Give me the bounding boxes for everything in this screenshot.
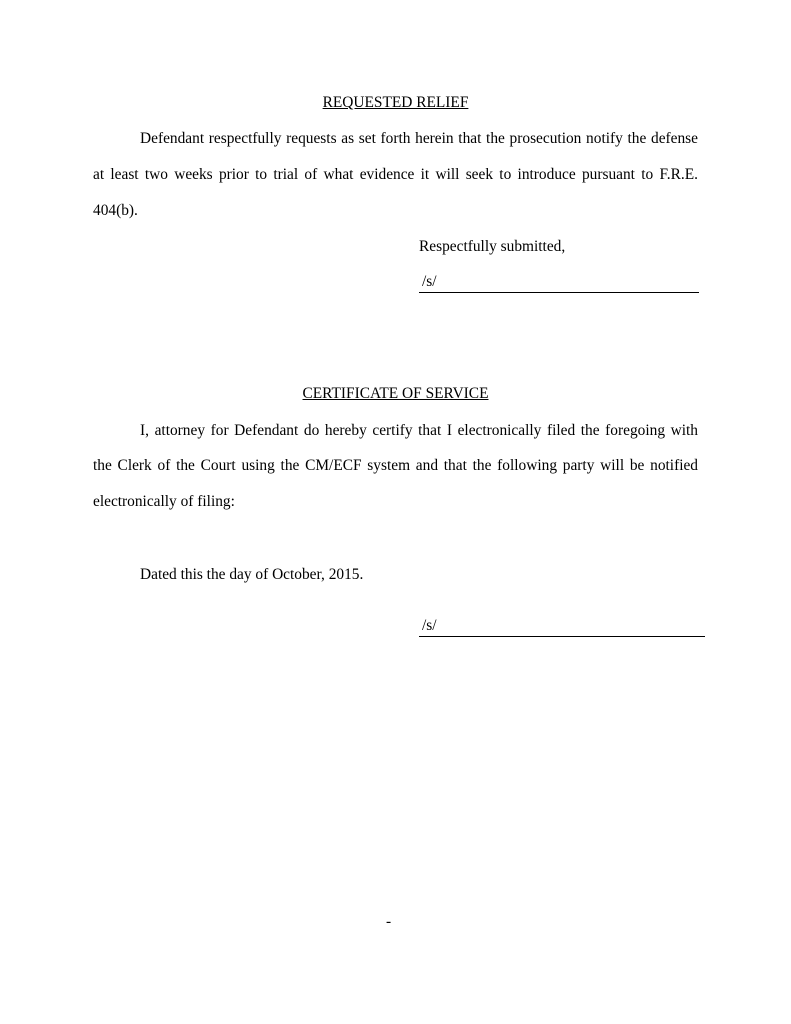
relief-signature-line [419,273,699,293]
certificate-of-service-heading: CERTIFICATE OF SERVICE [302,385,489,402]
service-signature-text: /s/ [422,617,437,634]
respectfully-submitted-closing: Respectfully submitted, [419,238,566,255]
dated-line: Dated this the day of October, 2015. [140,566,364,583]
relief-paragraph-line-2: at least two weeks prior to trial of what evidence it will seek to introduce pursuant to F.R.E. [93,166,698,183]
service-paragraph-line-1: I, attorney for Defendant do hereby certify that I electronically filed the foregoing with [140,422,698,439]
relief-paragraph-line-3: 404(b). [93,202,138,219]
service-paragraph-line-2: the Clerk of the Court using the CM/ECF system and that the following party will be notified [93,457,698,474]
service-paragraph-line-3: electronically of filing: [93,493,235,510]
requested-relief-heading: REQUESTED RELIEF [322,94,469,111]
relief-paragraph-line-1: Defendant respectfully requests as set forth herein that the prosecution notify the defense [140,130,698,147]
service-signature-line [419,617,705,637]
page-marker: - [386,913,392,930]
relief-signature-text: /s/ [422,273,437,290]
